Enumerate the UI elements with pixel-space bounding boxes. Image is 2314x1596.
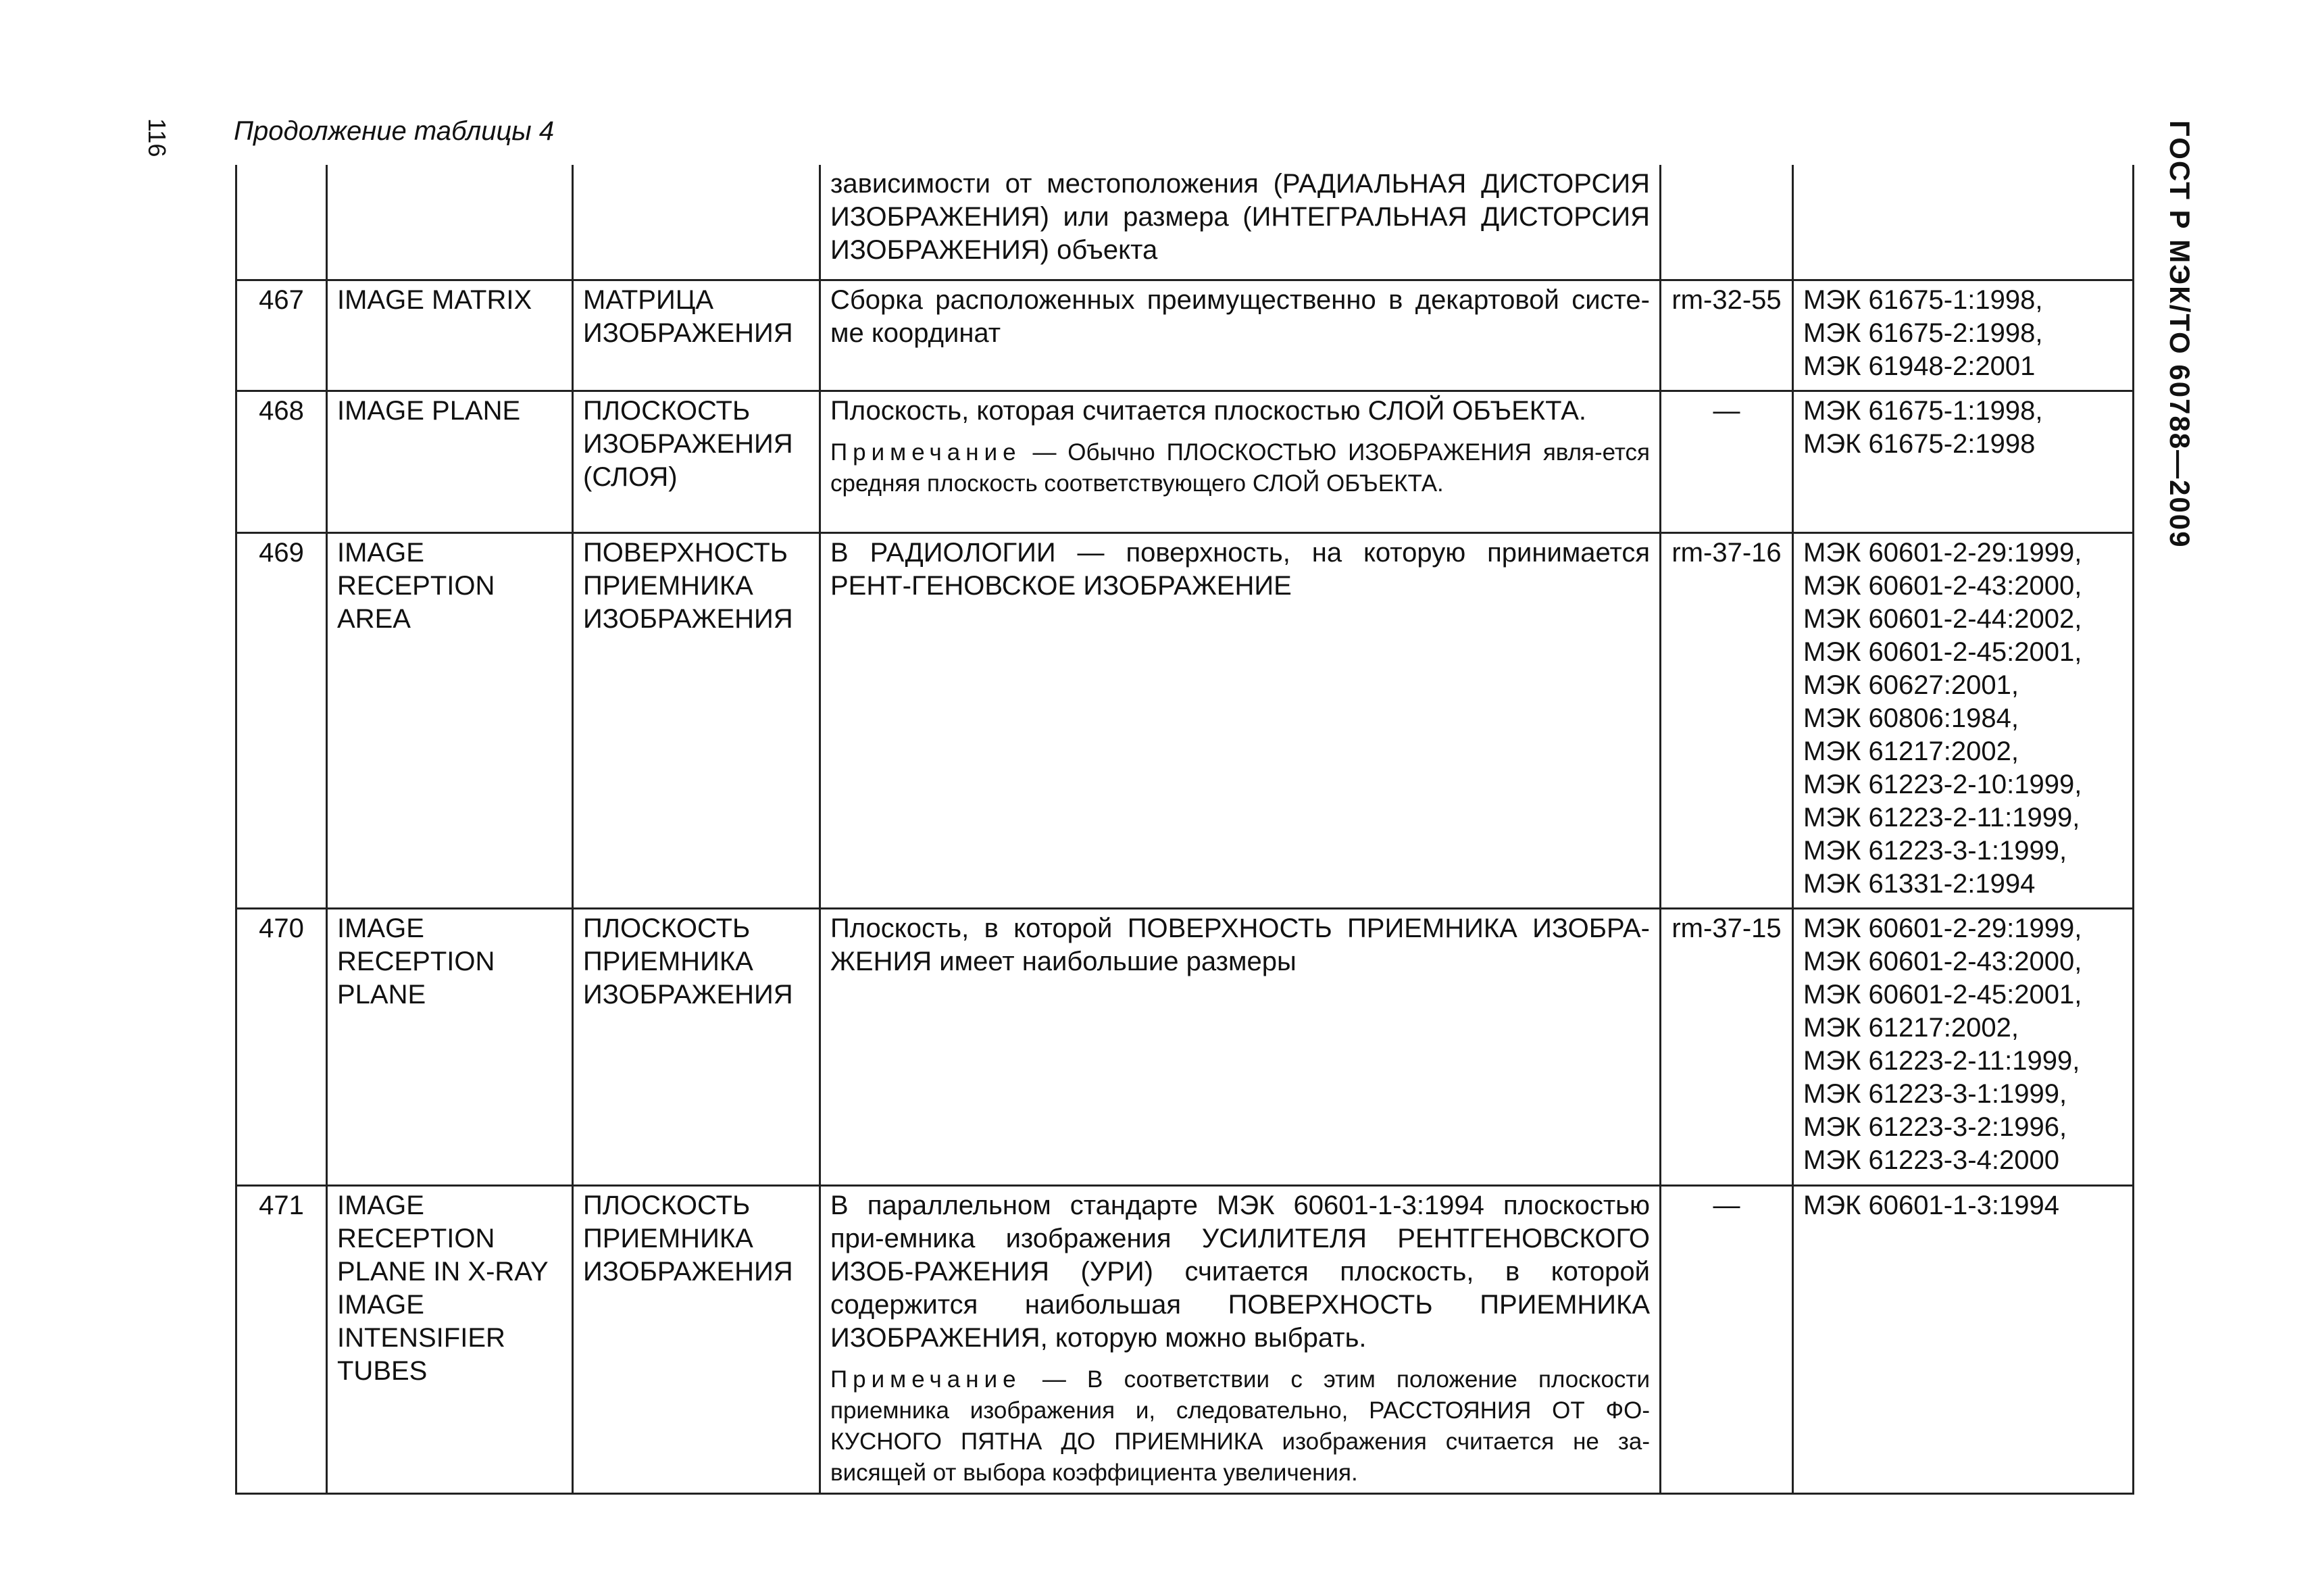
reference-code-cell: rm-32-55	[1661, 280, 1793, 391]
definition-cell	[820, 391, 1661, 532]
reference-code-cell: —	[1661, 391, 1793, 532]
table-row	[236, 1185, 2134, 1493]
term-english-cell: IMAGE RECEPTION PLANE	[327, 908, 573, 1185]
definition-cell: зависимости от местоположения (РАДИАЛЬНАЯ ДИСТОРСИЯ ИЗОБРАЖЕНИЯ) или размера (ИНТЕГРАЛЬНАЯ ДИСТОРСИЯ ИЗОБРАЖЕНИЯ) объекта	[820, 165, 1661, 280]
definition-note	[830, 1364, 1650, 1489]
term-number-cell: 469	[236, 532, 327, 908]
note-label: Примечание	[830, 439, 1022, 466]
reference-code-cell: rm-37-16	[1661, 532, 1793, 908]
source-standard: МЭК 60601-1-3:1994	[1803, 1190, 2059, 1220]
table-row	[236, 280, 2134, 391]
term-russian-cell: МАТРИЦА ИЗОБРАЖЕНИЯ	[573, 280, 820, 391]
source-standard: МЭК 61217:2002,	[1803, 1012, 2019, 1043]
source-standard: МЭК 61223-3-1:1999,	[1803, 835, 2067, 866]
source-standards-cell	[1793, 532, 2134, 908]
source-standard: МЭК 61331-2:1994	[1803, 868, 2036, 899]
table-continuation-caption: Продолжение таблицы 4	[234, 116, 555, 146]
table-row	[236, 908, 2134, 1185]
note-label: Примечание	[830, 1366, 1022, 1393]
definition-cell	[820, 532, 1661, 908]
source-standard: МЭК 60627:2001,	[1803, 670, 2019, 700]
table-row-continued	[236, 165, 2134, 280]
source-standards-cell	[1793, 1185, 2134, 1493]
note-text: — Обычно ПЛОСКОСТЬЮ ИЗОБРАЖЕНИЯ явля-ется средняя плоскость соответствующего СЛОЙ ОБЪЕКТА.	[830, 439, 1650, 497]
source-standard: МЭК 61223-2-11:1999,	[1803, 1045, 2080, 1076]
definition-text: В параллельном стандарте МЭК 60601-1-3:1994 плоскостью при-емника изображения УСИЛИТЕЛЯ РЕНТГЕНОВСКОГО ИЗОБ-РАЖЕНИЯ (УРИ) считается плоскость, в которой содержится наибольшая ПОВЕРХНОСТЬ ПРИЕМНИКА ИЗОБРАЖЕНИЯ, которую можно выбрать.	[830, 1190, 1650, 1353]
source-standard: МЭК 60601-2-29:1999,	[1803, 913, 2082, 943]
definition-text: В РАДИОЛОГИИ — поверхность, на которую принимается РЕНТ-ГЕНОВСКОЕ ИЗОБРАЖЕНИЕ	[830, 537, 1650, 601]
source-standards-cell	[1793, 391, 2134, 532]
note-text: — В соответствии с этим положение плоскости приемника изображения и, следовательно, РАССТОЯНИЯ ОТ ФО-КУСНОГО ПЯТНА ДО ПРИЕМНИКА изображения считается не за-висящей от выбора коэффициента увеличения.	[830, 1366, 1650, 1486]
source-standard: МЭК 61948-2:2001	[1803, 351, 2036, 381]
source-standard: МЭК 60601-2-43:2000,	[1803, 946, 2082, 976]
table-row	[236, 391, 2134, 532]
term-russian-cell: ПЛОСКОСТЬ ПРИЕМНИКА ИЗОБРАЖЕНИЯ	[573, 1185, 820, 1493]
source-standard: МЭК 61675-1:1998,	[1803, 395, 2043, 426]
source-standard: МЭК 60601-2-44:2002,	[1803, 603, 2082, 634]
source-standard: МЭК 61223-3-4:2000	[1803, 1145, 2059, 1175]
source-standard: МЭК 60601-2-43:2000,	[1803, 570, 2082, 601]
term-russian-cell: ПОВЕРХНОСТЬ ПРИЕМНИКА ИЗОБРАЖЕНИЯ	[573, 532, 820, 908]
source-standards-cell	[1793, 908, 2134, 1185]
source-standard: МЭК 61223-2-10:1999,	[1803, 769, 2082, 799]
document-header: ГОСТ Р МЭК/ТО 60788—2009	[2164, 120, 2196, 549]
source-standard: МЭК 61675-1:1998,	[1803, 284, 2043, 315]
definition-cell	[820, 1185, 1661, 1493]
page-number: 116	[143, 118, 171, 157]
source-standard: МЭК 61217:2002,	[1803, 736, 2019, 766]
term-english-cell: IMAGE MATRIX	[327, 280, 573, 391]
source-standard: МЭК 60601-2-29:1999,	[1803, 537, 2082, 568]
source-standard: МЭК 61675-2:1998	[1803, 428, 2036, 459]
term-number-cell: 468	[236, 391, 327, 532]
definition-text: Сборка расположенных преимущественно в декартовой систе-ме координат	[830, 284, 1650, 348]
term-number-cell: 471	[236, 1185, 327, 1493]
definition-note	[830, 437, 1650, 499]
table-row	[236, 532, 2134, 908]
definition-text: Плоскость, которая считается плоскостью СЛОЙ ОБЪЕКТА.	[830, 395, 1587, 426]
term-number-cell: 470	[236, 908, 327, 1185]
source-standard: МЭК 61223-3-1:1999,	[1803, 1078, 2067, 1109]
source-standard: МЭК 61675-2:1998,	[1803, 318, 2043, 348]
source-standard: МЭК 60806:1984,	[1803, 703, 2019, 733]
term-number-cell: 467	[236, 280, 327, 391]
term-english-cell: IMAGE PLANE	[327, 391, 573, 532]
source-standard: МЭК 61223-2-11:1999,	[1803, 802, 2080, 832]
terms-table	[235, 165, 2134, 1495]
term-russian-cell: ПЛОСКОСТЬ ИЗОБРАЖЕНИЯ (СЛОЯ)	[573, 391, 820, 532]
term-english-cell: IMAGE RECEPTION PLANE IN X-RAY IMAGE INTENSIFIER TUBES	[327, 1185, 573, 1493]
source-standard: МЭК 60601-2-45:2001,	[1803, 637, 2082, 667]
reference-code-cell: —	[1661, 1185, 1793, 1493]
term-russian-cell: ПЛОСКОСТЬ ПРИЕМНИКА ИЗОБРАЖЕНИЯ	[573, 908, 820, 1185]
definition-text: Плоскость, в которой ПОВЕРХНОСТЬ ПРИЕМНИКА ИЗОБРА-ЖЕНИЯ имеет наибольшие размеры	[830, 913, 1650, 976]
reference-code-cell: rm-37-15	[1661, 908, 1793, 1185]
definition-cell	[820, 908, 1661, 1185]
source-standard: МЭК 60601-2-45:2001,	[1803, 979, 2082, 1009]
source-standard: МЭК 61223-3-2:1996,	[1803, 1112, 2067, 1142]
source-standards-cell	[1793, 280, 2134, 391]
term-english-cell: IMAGE RECEPTION AREA	[327, 532, 573, 908]
definition-cell	[820, 280, 1661, 391]
